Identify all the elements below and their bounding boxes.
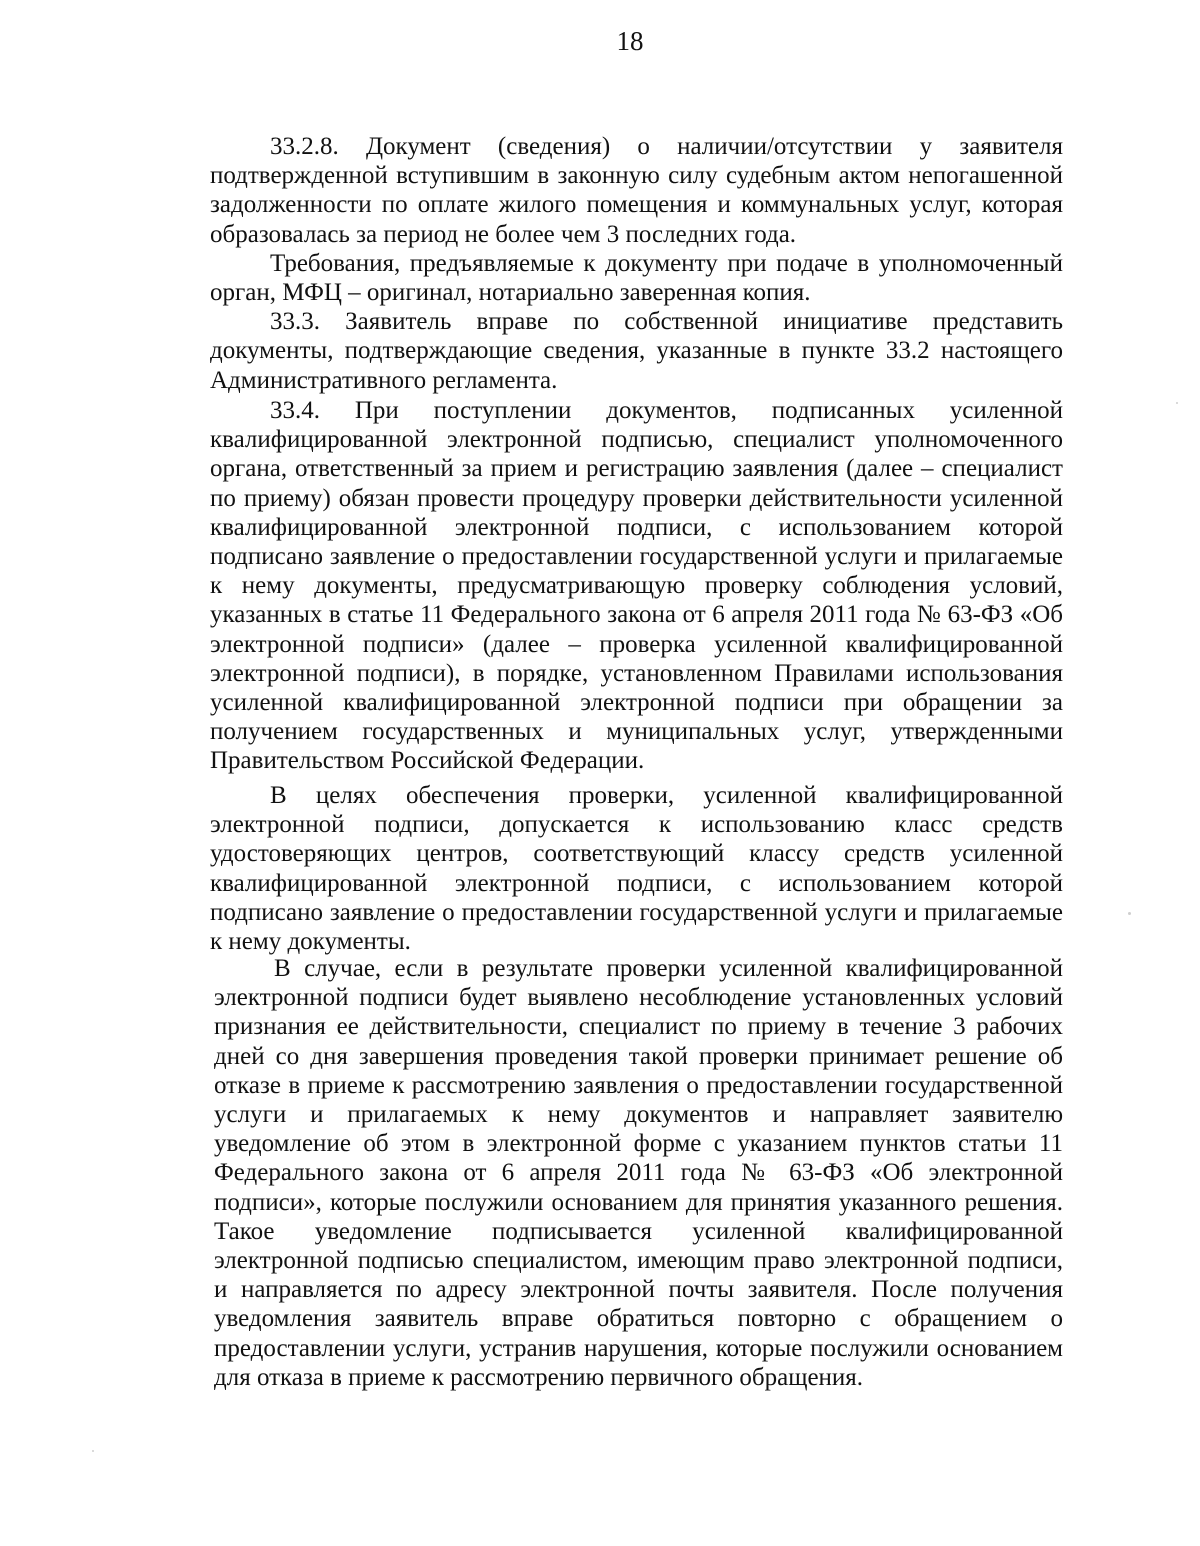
scan-speck xyxy=(92,1450,94,1452)
paragraph-33-3: 33.3. Заявитель вправе по собственной инициативе представить документы, подтверждающие сведения, указанные в пункте 33.2 настоящего Административного регламента. xyxy=(210,308,1063,394)
text-block-1 xyxy=(210,132,1063,395)
paragraph-33-2-8: 33.2.8. Документ (сведения) о наличии/отсутствии у заявителя подтвержденной вступившим в законную силу судебным актом непогашенной задолженности по оплате жилого помещения и коммунальных услуг, которая образовалась за период не более чем 3 последних года. xyxy=(210,133,1063,248)
paragraph-verification-purposes: В целях обеспечения проверки, усиленной квалифицированной электронной подписи, допускается к использованию класс средств удостоверяющих центров, соответствующий классу средств усиленной квалифицированной электронной подписи, с использованием которой подписано заявление о предоставлении государственной услуги и прилагаемые к нему документы. xyxy=(210,782,1063,956)
text-block-3 xyxy=(210,781,1063,956)
scan-speck xyxy=(1176,402,1178,404)
text-block-2 xyxy=(210,396,1063,776)
paragraph-33-4: 33.4. При поступлении документов, подписанных усиленной квалифицированной электронной подписью, специалист уполномоченного органа, ответственный за прием и регистрацию заявления (далее – специалист по приему) обязан провести процедуру проверки действительности усиленной квалифицированной электронной подписи, с использованием которой подписано заявление о предоставлении государственной услуги и прилагаемые к нему документы, предусматривающую проверку соблюдения условий, указанных в статье 11 Федерального закона от 6 апреля 2011 года № 63-ФЗ «Об электронной подписи» (далее – проверка усиленной квалифицированной электронной подписи), в порядке, установленном Правилами использования усиленной квалифицированной электронной подписи при обращении за получением государственных и муниципальных услуг, утвержденными Правительством Российской Федерации. xyxy=(210,397,1063,775)
page-number: 18 xyxy=(616,26,644,56)
text-block-4 xyxy=(214,954,1063,1392)
paragraph-requirements: Требования, предъявляемые к документу при подаче в уполномоченный орган, МФЦ – оригинал, нотариально заверенная копия. xyxy=(210,249,1063,307)
paragraph-verification-failure: В случае, если в результате проверки усиленной квалифицированной электронной подписи будет выявлено несоблюдение установленных условий признания ее действительности, специалист по приему в течение 3 рабочих дней со дня завершения проведения такой проверки принимает решение об отказе в приеме к рассмотрению заявления о предоставлении государственной услуги и прилагаемых к нему документов и направляет заявителю уведомление об этом в электронной форме с указанием пунктов статьи 11 Федерального закона от 6 апреля 2011 года № 63-ФЗ «Об электронной подписи», которые послужили основанием для принятия указанного решения. Такое уведомление подписывается усиленной квалифицированной электронной подписью специалистом, имеющим право электронной подписи, и направляется по адресу электронной почты заявителя. После получения уведомления заявитель вправе обратиться повторно с обращением о предоставлении услуги, устранив нарушения, которые послужили основанием для отказа в приеме к рассмотрению первичного обращения. xyxy=(214,955,1063,1391)
scan-speck xyxy=(1128,912,1131,915)
